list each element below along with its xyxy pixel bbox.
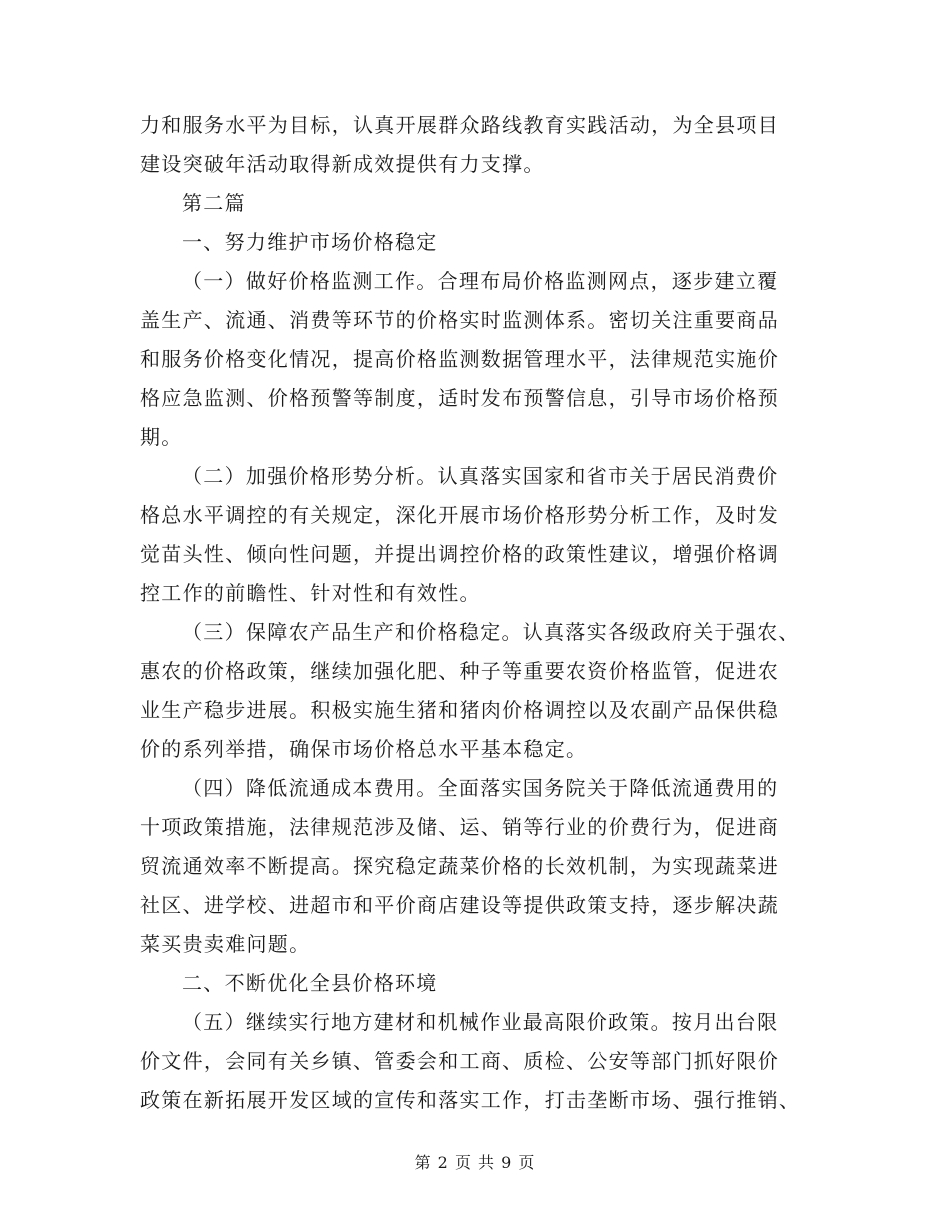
text-line: 建设突破年活动取得新成效提供有力支撑。	[140, 152, 545, 176]
text-line: 业生产稳步进展。积极实施生猪和猪肉价格调控以及农副产品保供稳	[140, 698, 779, 722]
text-line: 价的系列举措，确保市场价格总水平基本稳定。	[140, 737, 588, 761]
text-line: 菜买贵卖难问题。	[140, 932, 311, 956]
text-line: 和服务价格变化情况，提高价格监测数据管理水平，法律规范实施价	[140, 347, 779, 371]
page-number-footer: 第 2 页 共 9 页	[414, 1153, 536, 1172]
text-line: 十项政策措施，法律规范涉及储、运、销等行业的价费行为，促进商	[140, 815, 779, 839]
document-body	[140, 106, 810, 1120]
paragraph-start: （四）降低流通成本费用。全面落实国务院关于降低流通费用的	[182, 776, 779, 800]
paragraph-start: （二）加强价格形势分析。认真落实国家和省市关于居民消费价	[182, 464, 779, 488]
section-heading-part-two: 第二篇	[182, 191, 246, 215]
text-line: 控工作的前瞻性、针对性和有效性。	[140, 581, 481, 605]
paragraph-start: （一）做好价格监测工作。合理布局价格监测网点，逐步建立覆	[182, 269, 779, 293]
section-heading-1: 一、努力维护市场价格稳定	[182, 230, 438, 254]
text-line: 觉苗头性、倾向性问题，并提出调控价格的政策性建议，增强价格调	[140, 542, 779, 566]
text-line: 社区、进学校、进超市和平价商店建设等提供政策支持，逐步解决蔬	[140, 893, 779, 917]
text-line: 政策在新拓展开发区域的宣传和落实工作，打击垄断市场、强行推销、	[140, 1088, 801, 1112]
text-line: 惠农的价格政策，继续加强化肥、种子等重要农资价格监管，促进农	[140, 659, 779, 683]
section-heading-2: 二、不断优化全县价格环境	[182, 971, 438, 995]
text-line: 期。	[140, 425, 183, 449]
text-line: 盖生产、流通、消费等环节的价格实时监测体系。密切关注重要商品	[140, 308, 779, 332]
paragraph-start: （五）继续实行地方建材和机械作业最高限价政策。按月出台限	[182, 1010, 779, 1034]
text-line: 贸流通效率不断提高。探究稳定蔬菜价格的长效机制，为实现蔬菜进	[140, 854, 779, 878]
paragraph-start: （三）保障农产品生产和价格稳定。认真落实各级政府关于强农、	[182, 620, 800, 644]
text-line: 力和服务水平为目标，认真开展群众路线教育实践活动，为全县项目	[140, 113, 779, 137]
text-line: 格总水平调控的有关规定，深化开展市场价格形势分析工作，及时发	[140, 503, 779, 527]
text-line: 格应急监测、价格预警等制度，适时发布预警信息，引导市场价格预	[140, 386, 779, 410]
text-line: 价文件，会同有关乡镇、管委会和工商、质检、公安等部门抓好限价	[140, 1049, 779, 1073]
